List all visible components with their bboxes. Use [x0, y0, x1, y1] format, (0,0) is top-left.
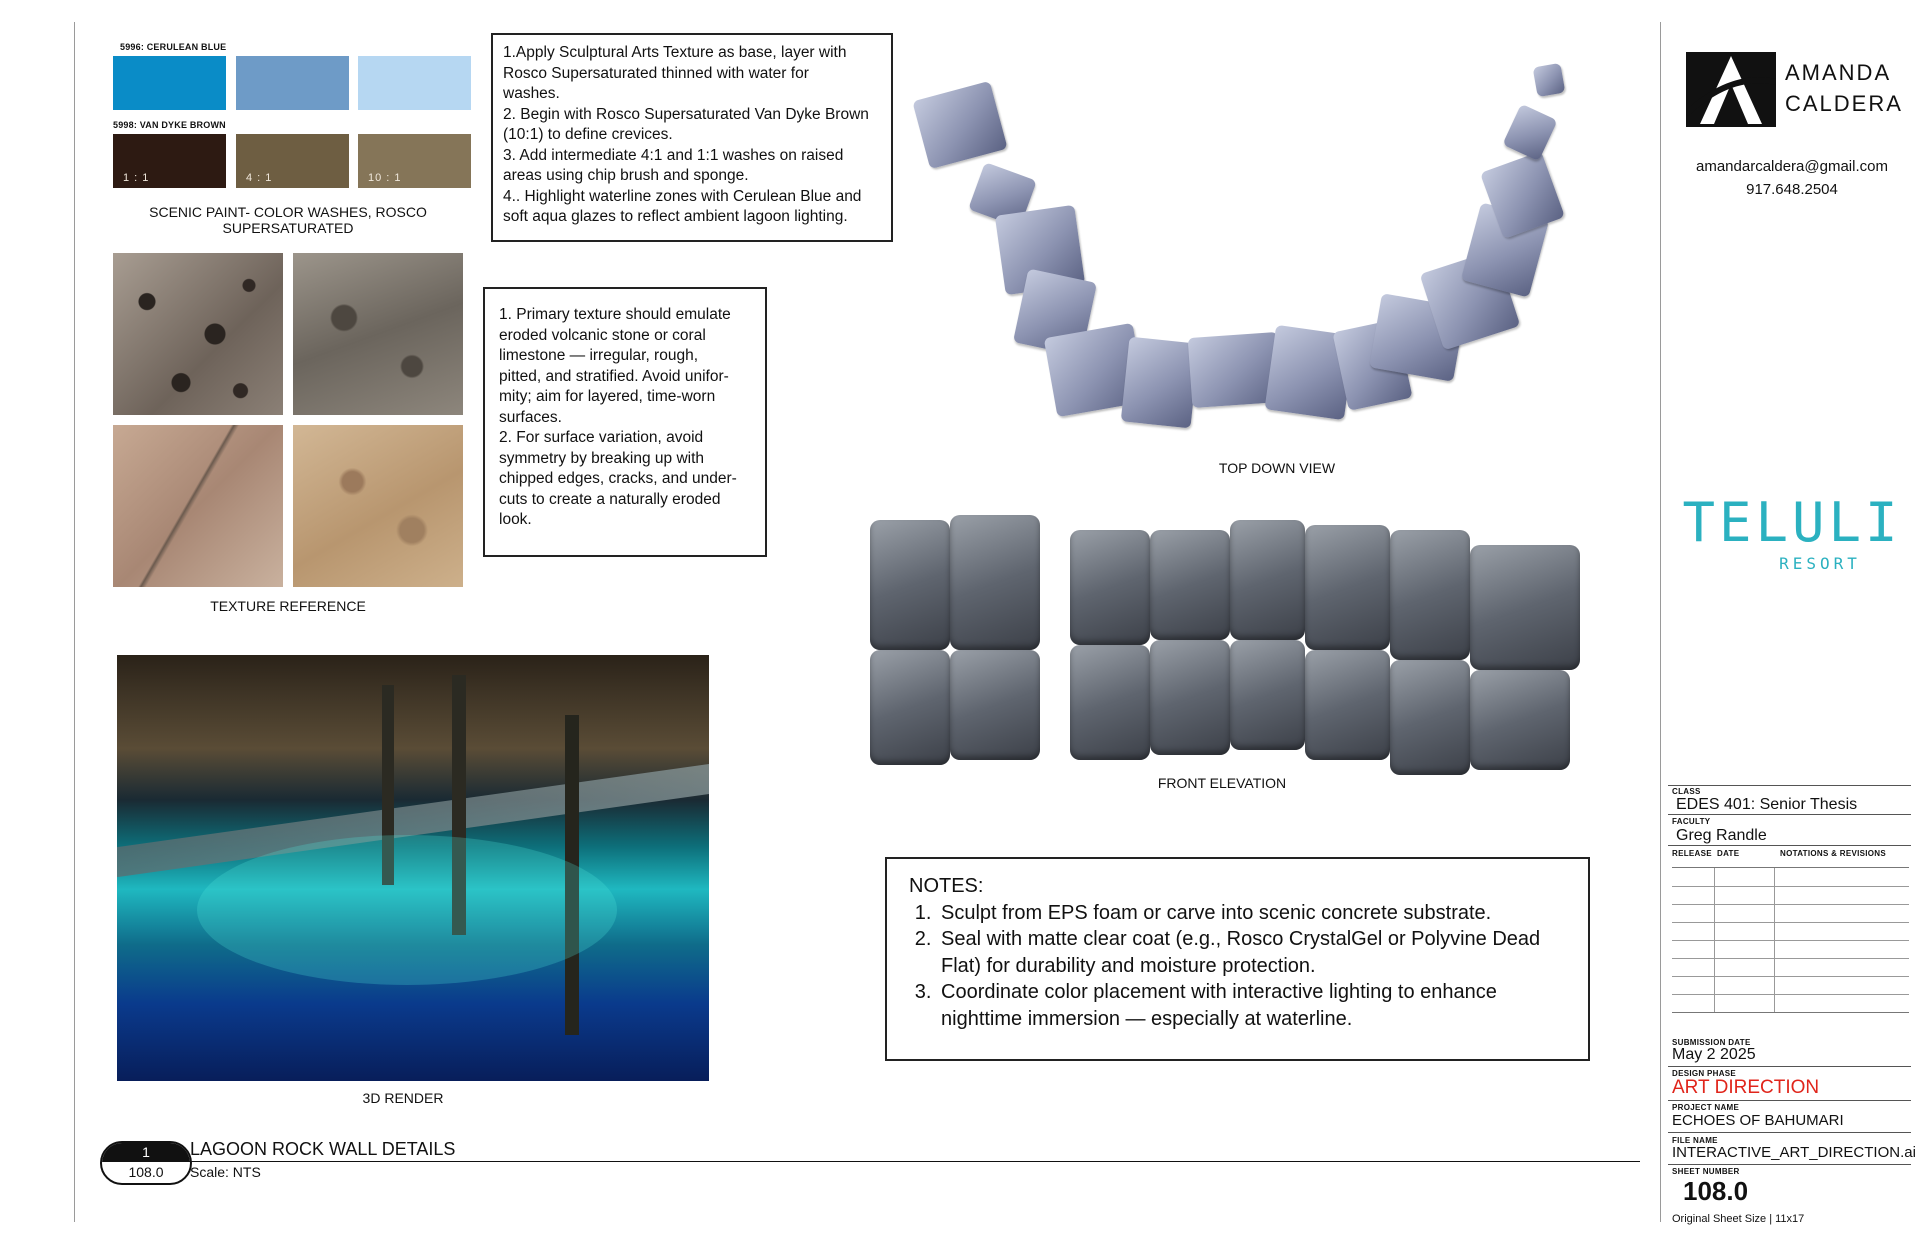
notes-item: 2. Seal with matte clear coat (e.g., Rosco CrystalGel or Polyvine Dead Flat) for durability and moisture protection.	[937, 926, 1568, 979]
project-value: ECHOES OF BAHUMARI	[1672, 1112, 1844, 1129]
class-label: CLASS	[1672, 787, 1701, 796]
swatch-ratio: 10 : 1	[368, 172, 402, 184]
detail-number: 1	[102, 1143, 190, 1162]
designer-last-name: CALDERA	[1785, 91, 1903, 116]
paint-steps-text: 1.Apply Sculptural Arts Texture as base, layer with Rosco Supersaturated thinned with water for washes. 2. Begin with Rosco Supersaturated Van Dyke Brown (10:1) to define crevices. 3. Add intermediate 4:1 and 1:1 washes on raised areas using chip brush and sponge. 4.. Highlight waterline zones with Cerulean Blue and soft aqua glazes to reflect ambient lagoon lighting.	[503, 44, 869, 225]
notes-heading: NOTES:	[909, 875, 984, 897]
faculty-value: Greg Randle	[1676, 827, 1767, 844]
notes-box	[885, 857, 1590, 1061]
swatch-vandyke-1-1	[113, 134, 226, 188]
left-margin-line	[74, 22, 75, 1222]
phase-label: DESIGN PHASE	[1672, 1069, 1737, 1078]
detail-scale: Scale: NTS	[190, 1164, 261, 1180]
swatch-vandyke-10-1	[358, 134, 471, 188]
front-elevation-caption: FRONT ELEVATION	[1157, 775, 1287, 791]
texture-image-volcanic-dark	[113, 253, 283, 415]
notes-item: 1. Sculpt from EPS foam or carve into scenic concrete substrate.	[937, 900, 1568, 927]
texture-notes-text: 1. Primary texture should emulate eroded volcanic stone or coral limestone — irregular, rough, pitted, and stratified. Avoid unifor- mity; aim for layered, time-worn surfaces. 2. For surface variation, avoid symmetry by breaking up with chipped edges, cracks, and under- cuts to create a naturally eroded look.	[499, 306, 737, 528]
revision-grid	[1672, 867, 1909, 1016]
a-logo-icon	[1686, 52, 1776, 127]
swatch-row1-label: 5996: CERULEAN BLUE	[120, 42, 227, 52]
palette-caption: SCENIC PAINT- COLOR WASHES, ROSCO SUPERSATURATED	[149, 204, 427, 236]
render-image	[117, 655, 709, 1081]
phase-value: ART DIRECTION	[1672, 1077, 1820, 1098]
rock	[950, 650, 1040, 760]
titleblock-divider-line	[1660, 22, 1661, 1222]
render-glow	[197, 835, 617, 985]
submission-value: May 2 2025	[1672, 1046, 1756, 1063]
tb-rule	[1668, 1100, 1911, 1101]
notes-list	[909, 900, 1568, 1033]
notations-label: NOTATIONS & REVISIONS	[1780, 849, 1887, 858]
rock	[912, 81, 1007, 169]
rock	[1305, 650, 1390, 760]
tb-rule	[1668, 1164, 1911, 1165]
rock	[1305, 525, 1390, 650]
swatch-cerulean-mid	[236, 56, 349, 110]
rock	[1150, 530, 1230, 640]
front-elevation-image	[860, 500, 1630, 780]
swatch-vandyke-4-1	[236, 134, 349, 188]
detail-title: LAGOON ROCK WALL DETAILS	[190, 1139, 456, 1159]
swatch-cerulean-full	[113, 56, 226, 110]
rock	[870, 520, 950, 650]
detail-bubble	[100, 1141, 192, 1185]
client-logo: TELULI	[1682, 491, 1902, 554]
tb-rule	[1668, 1132, 1911, 1133]
sheet-label: SHEET NUMBER	[1672, 1167, 1740, 1176]
sheet-size: Original Sheet Size | 11x17	[1672, 1213, 1805, 1225]
project-label: PROJECT NAME	[1672, 1103, 1740, 1112]
rock	[1470, 545, 1580, 670]
detail-rule	[188, 1161, 1640, 1162]
designer-email: amandarcaldera@gmail.com	[1696, 158, 1888, 175]
texture-image-sandstone	[293, 425, 463, 587]
texture-notes-box	[483, 287, 767, 557]
texture-caption: TEXTURE REFERENCE	[210, 598, 366, 614]
top-down-caption: TOP DOWN VIEW	[1218, 460, 1336, 476]
designer-first-name: AMANDA	[1785, 60, 1892, 85]
rock	[1121, 337, 1200, 429]
rock	[1230, 520, 1305, 640]
rock	[1070, 645, 1150, 760]
designer-logo-mark	[1686, 52, 1776, 127]
date-label: DATE	[1717, 849, 1740, 858]
client-logo-sub: RESORT	[1779, 554, 1861, 573]
submission-label: SUBMISSION DATE	[1672, 1038, 1751, 1047]
rock	[1150, 640, 1230, 755]
rock	[1470, 670, 1570, 770]
render-caption: 3D RENDER	[362, 1090, 444, 1106]
release-label: RELEASE	[1672, 849, 1712, 858]
paint-steps-box	[491, 33, 893, 242]
file-label: FILE NAME	[1672, 1136, 1718, 1145]
texture-image-pink-stone	[113, 425, 283, 587]
rock	[1390, 530, 1470, 660]
top-down-view-image	[900, 60, 1620, 450]
file-value: INTERACTIVE_ART_DIRECTION.ai	[1672, 1144, 1916, 1161]
rock	[1502, 104, 1557, 162]
designer-phone: 917.648.2504	[1746, 181, 1838, 198]
class-value: EDES 401: Senior Thesis	[1676, 796, 1858, 813]
tb-rule	[1668, 814, 1911, 815]
rock	[1230, 640, 1305, 750]
sheet-value: 108.0	[1683, 1176, 1749, 1206]
rock	[1070, 530, 1150, 645]
rock	[870, 650, 950, 765]
detail-sheet-ref: 108.0	[128, 1164, 164, 1180]
tb-rule	[1668, 785, 1911, 786]
rock	[950, 515, 1040, 650]
faculty-label: FACULTY	[1672, 817, 1711, 826]
swatch-ratio: 1 : 1	[123, 172, 150, 184]
notes-item: 3. Coordinate color placement with interactive lighting to enhance nighttime immersion — especially at waterline.	[937, 979, 1568, 1032]
swatch-cerulean-light	[358, 56, 471, 110]
swatch-ratio: 4 : 1	[246, 172, 273, 184]
swatch-row2-label: 5998: VAN DYKE BROWN	[113, 120, 226, 130]
tb-rule	[1668, 1066, 1911, 1067]
rock	[1533, 63, 1566, 97]
tb-rule	[1668, 845, 1911, 846]
rock	[1390, 660, 1470, 775]
texture-image-coral-grey	[293, 253, 463, 415]
